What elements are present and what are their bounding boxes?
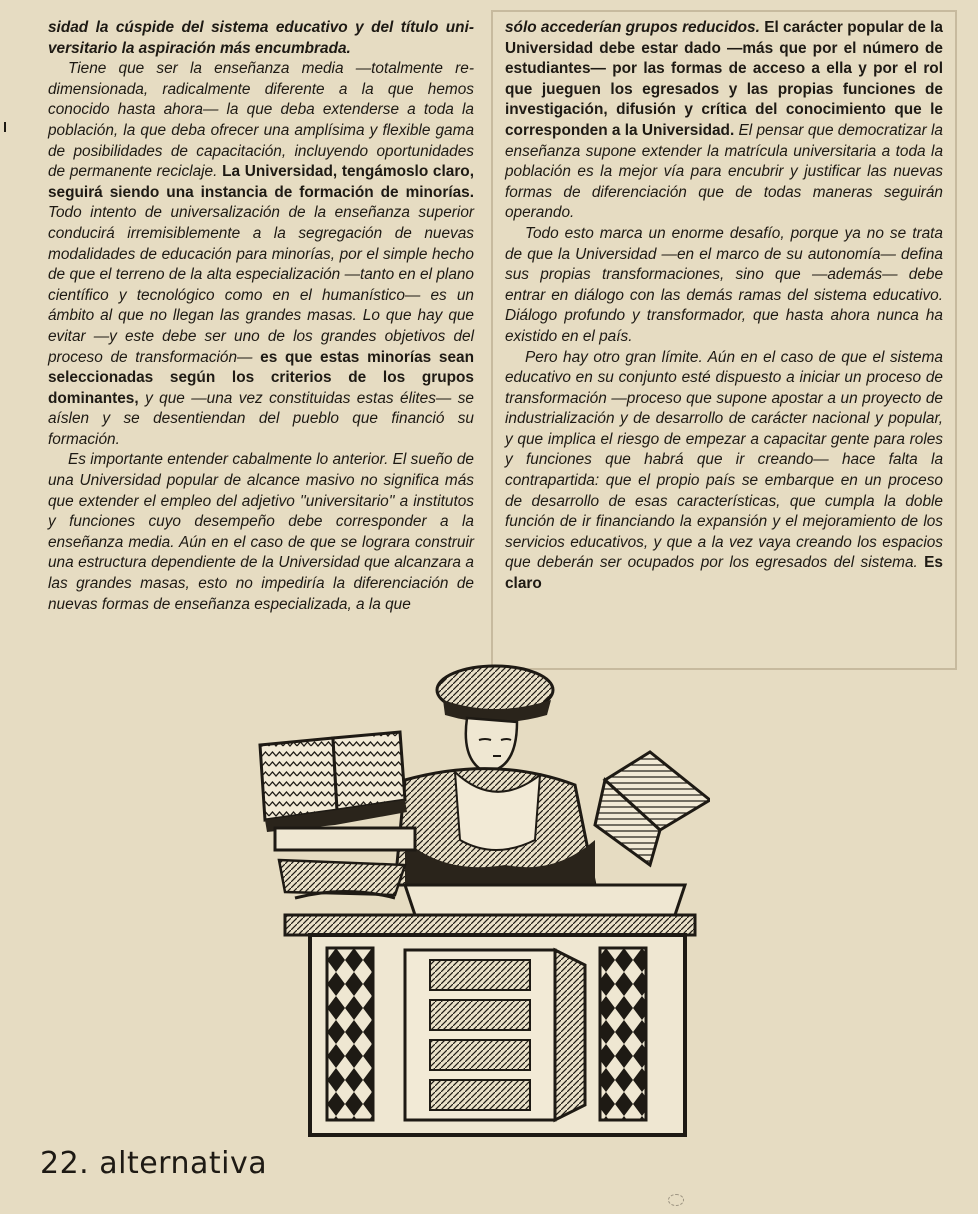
text-run: Es claro: [505, 554, 943, 593]
text-run: sólo accederían grupos reducidos.: [505, 19, 765, 36]
text-run: El pensar que democratizar la enseñanza supone extender la matrícula universitaria a toda la población es la mejor vía para encubrir y justificar las nuevas formas de diferenciación que de todas maneras seguirán operando.: [505, 121, 943, 222]
left-open-book: [260, 732, 407, 832]
text-run: Todo intento de universalización de la enseñanza superior conducirá irremisiblemente a la segregación de nuevas modalidades de educación para minorías, por el simple hecho de que el terreno de la alta especialización —tanto en el plano científico y tecnológico como en el humanístico— es un ámbito al que no llegan las grandes masas. Lo que hay que evitar —y este debe ser uno de los grandes objetivos del proceso de transformación—: [48, 204, 474, 366]
text-run: Tiene que ser la enseñanza media —totalmente redimensionada, radicalmente diferente a la que hemos conocido hasta ahora— la que deba extenderse a toda la población, la que deba ofrecer una amplísima y flexible gama de posibilidades de capacitación, incluyendo oportunidades de permanente reciclaje.: [48, 60, 474, 181]
text-run: La Universidad, tengámoslo claro, seguirá siendo una instancia de formación de minorías.: [48, 163, 474, 201]
right-paragraph-3: [505, 348, 943, 595]
left-paragraph-2: [48, 59, 474, 450]
text-run: Pero hay otro gran límite. Aún en el caso de que el sistema educativo en su conjunto esté dispuesto a iniciar un proceso de transformación —proceso que supone apostar a un proyecto de industrialización y de desarrollo de carácter nacional y popular, y que implica el riesgo de empezar a capacitar gente para roles y funciones que habrá que ir creando— hace falta la contrapartida: que el propio país se embarque en un proceso de desarrollo de esas características, que cumpla la doble función de ir financiando la expansión y el mejoramiento de los servicios educativos, y que a la vez vaya creando los espacios que deberán ser ocupados por los egresados del sistema.: [505, 348, 943, 572]
scholar-face: [466, 718, 517, 772]
right-column-boxed-text: [505, 18, 943, 595]
text-run: El carácter popular de la Universidad debe estar dado —más que por el número de estudiantes— por las formas de acceso a ella y por el rol que jueguen los egresados y las propias funciones de investigación, difusión y crítica del conocimiento que le corresponden a la Universidad.: [505, 19, 943, 139]
left-paragraph-3: [48, 450, 474, 615]
cabinet: [310, 935, 685, 1135]
left-paragraph-1: [48, 18, 474, 59]
text-run: es que estas minorías sean seleccionadas según los criterios de los grupos dominantes,: [48, 348, 474, 407]
text-run: Todo esto marca un enorme desafío, porque ya no se trata de que la Universidad —en el marco de su autonomía— defina sus propias transformaciones, sino que —además— debe entrar en diálogo con las demás ramas del sistema educativo. Diálogo profundo y transformador, que hasta ahora nunca ha existido en el país.: [505, 224, 943, 345]
right-paragraph-1: [505, 18, 943, 224]
right-paragraph-2: [505, 224, 943, 348]
left-column: [48, 18, 474, 615]
text-run: Es importante entender cabalmente lo anterior. El sueño de una Universidad popular de alcance masivo no significa más que extender el empleo del adjetivo ''universitario'' a institutos y funciones cuyo desempeño debe corresponder a la enseñanza media. Aún en el caso de que se lograra construir una estructura dependiente de la Universidad que alcanzara a las grandes masas, esto no impediría la diferenciación de nuevas formas de enseñanza especializada, a la que: [48, 451, 474, 613]
page-folio: 22. alternativa: [40, 1146, 268, 1181]
text-run: y que —una vez constituidas estas élites— se aíslen y se desentiendan del pueblo que financió su formación.: [48, 389, 474, 448]
scholar-robe: [395, 769, 595, 885]
margin-mark: [4, 122, 6, 132]
scholar-hat: [437, 666, 553, 723]
scholar-lectern-illustration: [255, 660, 710, 1140]
paper-stain: [668, 1194, 684, 1206]
right-open-book: [595, 752, 710, 865]
text-run: sidad la cúspide del sistema educativo y del título universitario la aspiración más encumbrada.: [48, 19, 474, 57]
